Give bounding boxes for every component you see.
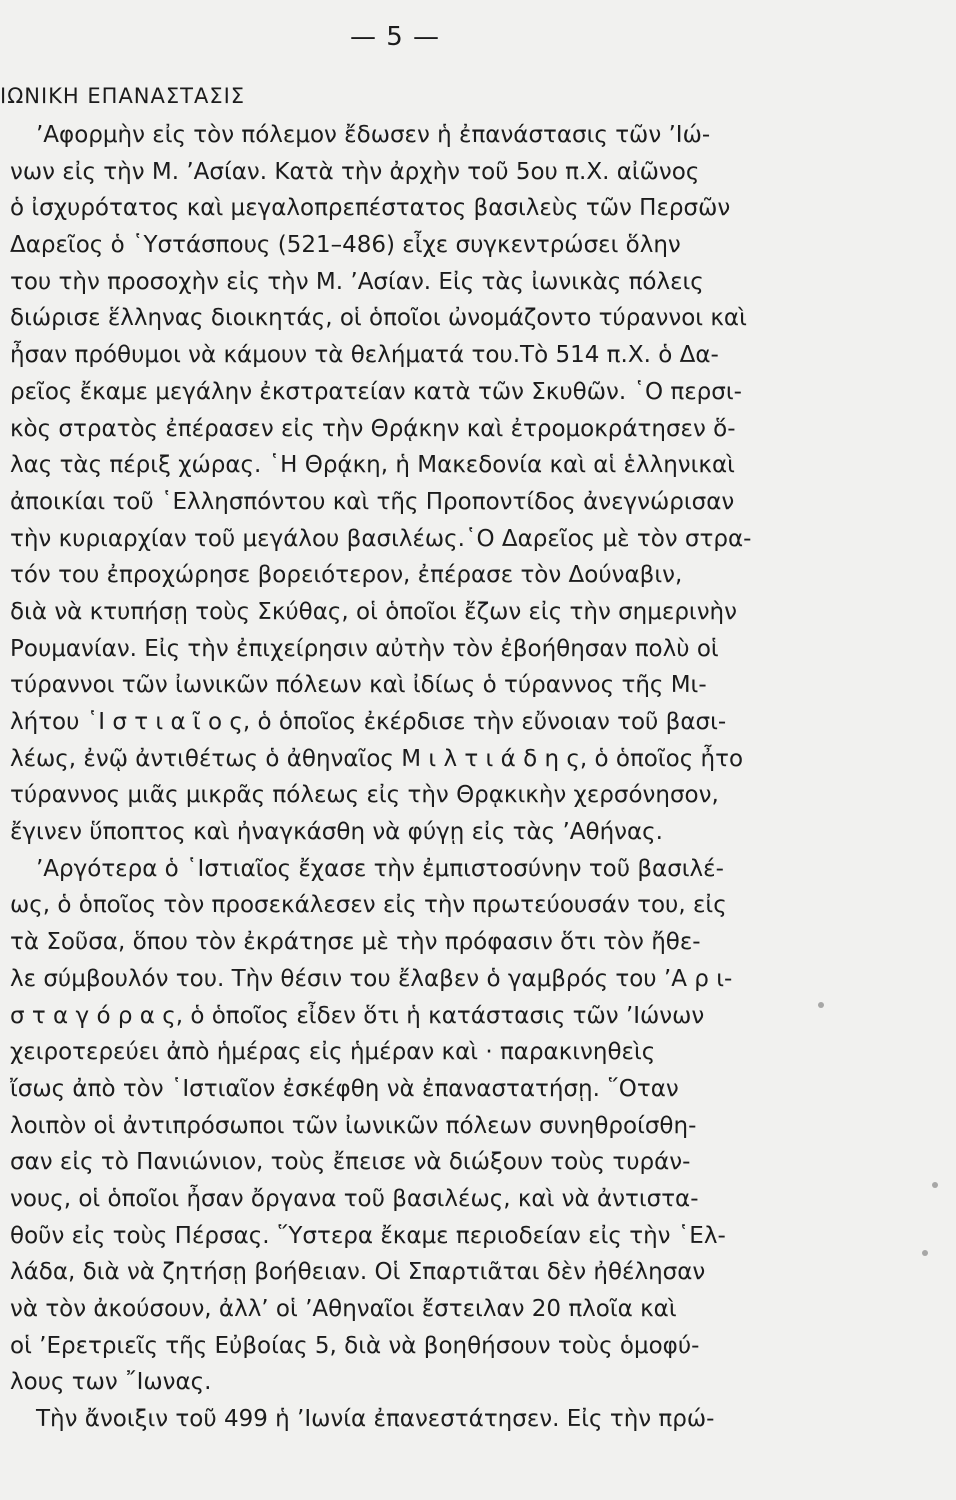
text-line: λήτου ῾Ι σ τ ι α ῖ ο ς, ὁ ὁποῖος ἐκέρδισε τὴν εὔνοιαν τοῦ βασι- (10, 709, 727, 735)
text-line: τόν του ἐπροχώρησε βορειότερον, ἐπέρασε τὸν Δούναβιν, (10, 562, 683, 589)
section-heading: ΙΩΝΙΚΗ ΕΠΑΝΑΣΤΑΣΙΣ (0, 84, 246, 108)
text-line: οἱ ’Ερετριεῖς τῆς Εὐβοίας 5, διὰ νὰ βοηθήσουν τοὺς ὁμοφύ- (10, 1332, 700, 1359)
text-line: λέως, ἐνῷ ἀντιθέτως ὁ ἀθηναῖος Μ ι λ τ ι ά δ η ς, ὁ ὁποῖος ἦτο (10, 745, 744, 772)
text-line: τὴν κυριαρχίαν τοῦ μεγάλου βασιλέως.῾Ο Δαρεῖος μὲ τὸν στρα- (10, 525, 752, 552)
text-line: νων εἰς τὴν Μ. ’Ασίαν. Κατὰ τὴν ἀρχὴν τοῦ 5ου π.Χ. αἰῶνος (10, 158, 700, 185)
text-line: σ τ α γ ό ρ α ς, ὁ ὁποῖος εἶδεν ὅτι ἡ κατάστασις τῶν ’Ιώνων (10, 1002, 705, 1029)
text-line: θοῦν εἰς τοὺς Πέρσας. ῞Υστερα ἔκαμε περιοδείαν εἰς τὴν ῾Ελ- (10, 1222, 726, 1249)
text-line: ’Αφορμὴν εἰς τὸν πόλεμον ἔδωσεν ἡ ἐπανάστασις τῶν ’Ιώ- (36, 122, 711, 148)
text-line: ἀποικίαι τοῦ ῾Ελλησπόντου καὶ τῆς Προποντίδος ἀνεγνώρισαν (10, 488, 735, 515)
text-line: τύραννοι τῶν ἰωνικῶν πόλεων καὶ ἰδίως ὁ τύραννος τῆς Μι- (10, 672, 707, 699)
text-line: Δαρεῖος ὁ ῾Υστάσπους (521–486) εἶχε συγκεντρώσει ὅλην (10, 232, 681, 259)
text-line: ὁ ἰσχυρότατος καὶ μεγαλοπρεπέστατος βασιλεὺς τῶν Περσῶν (10, 195, 731, 222)
text-line: Ρουμανίαν. Εἰς τὴν ἐπιχείρησιν αὐτὴν τὸν ἐβοήθησαν πολὺ οἱ (10, 635, 719, 662)
text-line: κὸς στρατὸς ἐπέρασεν εἰς τὴν Θρᾴκην καὶ ἐτρομοκράτησεν ὅ- (10, 415, 736, 442)
text-line: λας τὰς πέριξ χώρας. ῾Η Θρᾴκη, ἡ Μακεδονία καὶ αἱ ἑλληνικαὶ (10, 452, 735, 479)
text-line: ἴσως ἀπὸ τὸν ῾Ιστιαῖον ἐσκέφθη νὰ ἐπαναστατήσῃ. ῞Οταν (10, 1075, 679, 1102)
text-line: διὰ νὰ κτυπήσῃ τοὺς Σκύθας, οἱ ὁποῖοι ἔζων εἰς τὴν σημερινὴν (10, 598, 737, 625)
text-line: λους των ῎Ιωνας. (10, 1369, 212, 1396)
text-line: σαν εἰς τὸ Πανιώνιον, τοὺς ἔπεισε νὰ διώξουν τοὺς τυράν- (10, 1149, 691, 1176)
ink-smudge (922, 1250, 928, 1256)
text-line: ’Αργότερα ὁ ῾Ιστιαῖος ἔχασε τὴν ἐμπιστοσύνην τοῦ βασιλέ- (36, 855, 724, 882)
page-number: — 5 — (349, 22, 441, 52)
body-text (10, 117, 810, 1438)
text-line: ἔγινεν ὕποπτος καὶ ἠναγκάσθη νὰ φύγῃ εἰς τὰς ’Αθήνας. (10, 819, 663, 846)
text-line: διώρισε ἕλληνας διοικητάς, οἱ ὁποῖοι ὠνομάζοντο τύραννοι καὶ (10, 305, 747, 332)
text-line: νὰ τὸν ἀκούσουν, ἀλλ’ οἱ ’Αθηναῖοι ἔστειλαν 20 πλοῖα καὶ (10, 1296, 677, 1322)
ink-smudge (932, 1182, 938, 1188)
text-line: τύραννος μιᾶς μικρᾶς πόλεως εἰς τὴν Θρᾳκικὴν χερσόνησον, (10, 782, 719, 809)
text-line: του τὴν προσοχὴν εἰς τὴν Μ. ’Ασίαν. Εἰς τὰς ἰωνικὰς πόλεις (10, 268, 704, 295)
text-line: λε σύμβουλόν του. Τὴν θέσιν του ἔλαβεν ὁ γαμβρός του ’Α ρ ι- (10, 965, 733, 992)
text-line: λάδα, διὰ νὰ ζητήσῃ βοήθειαν. Οἱ Σπαρτιᾶται δὲν ἠθέλησαν (10, 1259, 706, 1286)
text-line: Τὴν ἄνοιξιν τοῦ 499 ἡ ’Ιωνία ἐπανεστάτησεν. Εἰς τὴν πρώ- (36, 1406, 715, 1433)
text-line: ρεῖος ἔκαμε μεγάλην ἐκστρατείαν κατὰ τῶν Σκυθῶν. ῾Ο περσι- (10, 378, 742, 405)
text-line: νους, οἱ ὁποῖοι ἦσαν ὄργανα τοῦ βασιλέως, καὶ νὰ ἀντιστα- (10, 1185, 699, 1212)
ink-smudge (818, 1002, 824, 1008)
text-line: ως, ὁ ὁποῖος τὸν προσεκάλεσεν εἰς τὴν πρωτεύουσάν του, εἰς (10, 892, 727, 919)
text-line: τὰ Σοῦσα, ὅπου τὸν ἐκράτησε μὲ τὴν πρόφασιν ὅτι τὸν ἤθε- (10, 929, 701, 956)
text-line: ἦσαν πρόθυμοι νὰ κάμουν τὰ θελήματά του.Τὸ 514 π.Χ. ὁ Δα- (10, 342, 719, 369)
text-line: λοιπὸν οἱ ἀντιπρόσωποι τῶν ἰωνικῶν πόλεων συνηθροίσθη- (10, 1112, 697, 1139)
text-line: χειροτερεύει ἀπὸ ἡμέρας εἰς ἡμέραν καὶ · παρακινηθεὶς (10, 1039, 656, 1066)
